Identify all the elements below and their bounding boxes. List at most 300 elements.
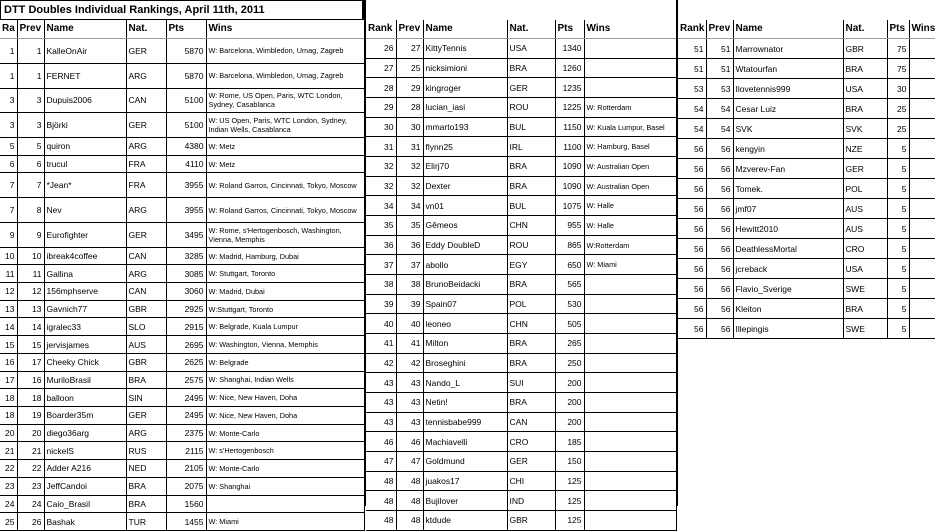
cell-pts: 30 <box>887 79 909 99</box>
cell-prev: 10 <box>17 247 44 265</box>
cell-wins: W: Halle <box>584 196 676 216</box>
cell-wins <box>909 119 935 139</box>
table-row <box>0 353 364 371</box>
cell-wins: W:Stuttgart, Toronto <box>206 300 364 318</box>
cell-pts: 25 <box>887 99 909 119</box>
cell-pts: 5 <box>887 239 909 259</box>
cell-prev: 7 <box>17 173 44 198</box>
cell-pts: 125 <box>555 471 584 491</box>
table-row <box>0 138 364 156</box>
cell-nat: SIN <box>126 389 166 407</box>
cell-prev: 37 <box>396 255 423 275</box>
rankings-table-2 <box>366 20 677 531</box>
table-row <box>366 39 676 59</box>
cell-name: igralec33 <box>44 318 126 336</box>
cell-pts: 1560 <box>166 495 206 513</box>
cell-wins: W: Hamburg, Basel <box>584 137 676 157</box>
cell-name: Cesar Luiz <box>733 99 843 119</box>
cell-wins <box>584 58 676 78</box>
cell-rank: 56 <box>678 139 706 159</box>
cell-rank: 7 <box>0 198 17 223</box>
cell-name: Elirj70 <box>423 157 507 177</box>
cell-pts: 2625 <box>166 353 206 371</box>
cell-prev: 56 <box>706 139 733 159</box>
cell-pts: 2495 <box>166 406 206 424</box>
cell-prev: 31 <box>396 137 423 157</box>
cell-wins: W: Shanghai, Indian Wells <box>206 371 364 389</box>
column-header-wins: Wins <box>584 20 676 39</box>
cell-pts: 25 <box>887 119 909 139</box>
cell-name: KittyTennis <box>423 39 507 59</box>
cell-prev: 26 <box>17 513 44 531</box>
cell-name: 156mphserve <box>44 283 126 301</box>
cell-nat: GER <box>126 222 166 247</box>
cell-pts: 5 <box>887 139 909 159</box>
table-row <box>678 179 935 199</box>
cell-rank: 38 <box>366 275 396 295</box>
cell-wins <box>909 139 935 159</box>
cell-name: Dexter <box>423 176 507 196</box>
cell-prev: 51 <box>706 39 733 59</box>
cell-rank: 9 <box>0 222 17 247</box>
cell-pts: 200 <box>555 393 584 413</box>
cell-name: diego36arg <box>44 424 126 442</box>
table-row <box>0 265 364 283</box>
cell-pts: 5 <box>887 259 909 279</box>
cell-rank: 48 <box>366 471 396 491</box>
table-row <box>0 389 364 407</box>
table-row <box>366 334 676 354</box>
cell-rank: 39 <box>366 294 396 314</box>
cell-pts: 5100 <box>166 88 206 113</box>
table-row <box>366 235 676 255</box>
cell-nat: BRA <box>843 299 887 319</box>
cell-rank: 34 <box>366 196 396 216</box>
cell-pts: 3285 <box>166 247 206 265</box>
cell-name: Hewitt2010 <box>733 219 843 239</box>
cell-pts: 200 <box>555 373 584 393</box>
cell-rank: 29 <box>366 98 396 118</box>
table-row <box>678 139 935 159</box>
cell-name: leoneo <box>423 314 507 334</box>
cell-prev: 3 <box>17 88 44 113</box>
cell-prev: 41 <box>396 334 423 354</box>
table-row <box>366 432 676 452</box>
cell-wins: W: Metz <box>206 155 364 173</box>
cell-pts: 2695 <box>166 336 206 354</box>
column-header-name: Name <box>733 20 843 39</box>
table-row <box>678 99 935 119</box>
cell-wins <box>584 334 676 354</box>
cell-nat: CRO <box>507 432 555 452</box>
cell-wins <box>909 79 935 99</box>
table-row <box>678 259 935 279</box>
cell-wins <box>909 159 935 179</box>
cell-pts: 2115 <box>166 442 206 460</box>
cell-prev: 56 <box>706 319 733 339</box>
cell-nat: POL <box>507 294 555 314</box>
cell-pts: 565 <box>555 275 584 295</box>
table-row <box>366 137 676 157</box>
cell-wins <box>584 39 676 59</box>
cell-rank: 18 <box>0 406 17 424</box>
cell-pts: 1225 <box>555 98 584 118</box>
cell-rank: 12 <box>0 283 17 301</box>
table-row <box>366 275 676 295</box>
table-row <box>0 39 364 64</box>
cell-name: Eddy DoubleD <box>423 235 507 255</box>
header-row <box>678 20 935 39</box>
table-row <box>366 98 676 118</box>
cell-rank: 51 <box>678 39 706 59</box>
cell-wins <box>584 373 676 393</box>
cell-pts: 5 <box>887 319 909 339</box>
cell-nat: GBR <box>843 39 887 59</box>
cell-wins: W: Rome, US Open, Paris, WTC London, Sydney, Casablanca <box>206 88 364 113</box>
cell-nat: FRA <box>126 155 166 173</box>
cell-prev: 29 <box>396 78 423 98</box>
cell-pts: 3495 <box>166 222 206 247</box>
cell-prev: 40 <box>396 314 423 334</box>
cell-name: Marrownator <box>733 39 843 59</box>
cell-name: Goldmund <box>423 452 507 472</box>
cell-rank: 30 <box>366 117 396 137</box>
cell-rank: 42 <box>366 353 396 373</box>
cell-name: flynn25 <box>423 137 507 157</box>
cell-nat: IRL <box>507 137 555 157</box>
table-row <box>0 113 364 138</box>
cell-prev: 24 <box>17 495 44 513</box>
cell-nat: AUS <box>126 336 166 354</box>
cell-rank: 51 <box>678 59 706 79</box>
cell-wins: W: Australian Open <box>584 157 676 177</box>
cell-pts: 1340 <box>555 39 584 59</box>
table-row <box>366 471 676 491</box>
cell-pts: 1075 <box>555 196 584 216</box>
cell-pts: 1090 <box>555 176 584 196</box>
cell-wins: W: Miami <box>206 513 364 531</box>
cell-name: ktdude <box>423 511 507 531</box>
cell-pts: 185 <box>555 432 584 452</box>
cell-prev: 21 <box>17 442 44 460</box>
cell-name: trucul <box>44 155 126 173</box>
cell-wins: W: Washington, Vienna, Memphis <box>206 336 364 354</box>
cell-pts: 505 <box>555 314 584 334</box>
cell-nat: GER <box>126 406 166 424</box>
cell-rank: 56 <box>678 259 706 279</box>
cell-pts: 5 <box>887 179 909 199</box>
cell-name: mmarto193 <box>423 117 507 137</box>
cell-nat: CRO <box>843 239 887 259</box>
cell-wins: W: Nice, New Haven, Doha <box>206 389 364 407</box>
cell-prev: 56 <box>706 199 733 219</box>
cell-rank: 3 <box>0 88 17 113</box>
cell-prev: 8 <box>17 198 44 223</box>
cell-name: kingroger <box>423 78 507 98</box>
table-row <box>0 63 364 88</box>
cell-nat: ARG <box>126 424 166 442</box>
cell-pts: 200 <box>555 412 584 432</box>
cell-rank: 23 <box>0 477 17 495</box>
cell-nat: BRA <box>507 393 555 413</box>
cell-prev: 43 <box>396 373 423 393</box>
cell-nat: ARG <box>126 138 166 156</box>
table-row <box>678 119 935 139</box>
cell-prev: 12 <box>17 283 44 301</box>
cell-name: Ilovetennis999 <box>733 79 843 99</box>
table-row <box>366 255 676 275</box>
cell-name: Adder A216 <box>44 460 126 478</box>
cell-nat: ROU <box>507 235 555 255</box>
cell-rank: 47 <box>366 452 396 472</box>
cell-nat: BRA <box>126 477 166 495</box>
cell-pts: 3955 <box>166 173 206 198</box>
cell-prev: 5 <box>17 138 44 156</box>
cell-wins <box>909 39 935 59</box>
cell-rank: 54 <box>678 99 706 119</box>
cell-rank: 11 <box>0 265 17 283</box>
cell-wins <box>909 199 935 219</box>
column-header-pts: Pts <box>887 20 909 39</box>
cell-prev: 43 <box>396 393 423 413</box>
cell-prev: 46 <box>396 432 423 452</box>
cell-rank: 56 <box>678 299 706 319</box>
cell-nat: ARG <box>126 265 166 283</box>
cell-wins: W: Nice, New Haven, Doha <box>206 406 364 424</box>
sheet-title: DTT Doubles Individual Rankings, April 11th, 2011 <box>0 0 364 20</box>
cell-wins <box>584 393 676 413</box>
cell-rank: 53 <box>678 79 706 99</box>
cell-wins <box>584 275 676 295</box>
table-row <box>0 173 364 198</box>
cell-pts: 5100 <box>166 113 206 138</box>
cell-pts: 1260 <box>555 58 584 78</box>
cell-pts: 5 <box>887 159 909 179</box>
cell-prev: 53 <box>706 79 733 99</box>
rankings-block-3 <box>676 0 935 506</box>
cell-prev: 39 <box>396 294 423 314</box>
header-row <box>0 20 364 39</box>
cell-wins: W: US Open, Paris, WTC London, Sydney, Indian Wells, Casablanca <box>206 113 364 138</box>
cell-wins: W: Rotterdam <box>584 98 676 118</box>
cell-name: BrunoBeidacki <box>423 275 507 295</box>
cell-wins: W: Kuala Lumpur, Basel <box>584 117 676 137</box>
column-header-name: Name <box>44 20 126 39</box>
cell-rank: 3 <box>0 113 17 138</box>
cell-rank: 1 <box>0 39 17 64</box>
cell-rank: 13 <box>0 300 17 318</box>
cell-rank: 7 <box>0 173 17 198</box>
table-row <box>678 159 935 179</box>
table-row <box>0 424 364 442</box>
cell-rank: 36 <box>366 235 396 255</box>
cell-rank: 43 <box>366 412 396 432</box>
cell-nat: BRA <box>507 275 555 295</box>
rankings-table-1 <box>0 20 365 531</box>
cell-rank: 37 <box>366 255 396 275</box>
cell-prev: 30 <box>396 117 423 137</box>
cell-pts: 75 <box>887 39 909 59</box>
table-row <box>0 247 364 265</box>
cell-nat: ROU <box>507 98 555 118</box>
cell-nat: CAN <box>126 247 166 265</box>
cell-rank: 46 <box>366 432 396 452</box>
cell-pts: 5 <box>887 279 909 299</box>
cell-nat: GBR <box>507 511 555 531</box>
table-row <box>678 239 935 259</box>
cell-rank: 18 <box>0 389 17 407</box>
cell-prev: 43 <box>396 412 423 432</box>
cell-name: jervisjames <box>44 336 126 354</box>
cell-nat: CHI <box>507 471 555 491</box>
cell-nat: SLO <box>126 318 166 336</box>
cell-nat: BRA <box>507 334 555 354</box>
cell-wins <box>584 294 676 314</box>
column-header-wins: Wins <box>206 20 364 39</box>
cell-pts: 250 <box>555 353 584 373</box>
cell-prev: 20 <box>17 424 44 442</box>
cell-wins <box>909 179 935 199</box>
cell-nat: BRA <box>507 157 555 177</box>
column-header-prev: Prev <box>396 20 423 39</box>
cell-name: Caio_Brasil <box>44 495 126 513</box>
cell-wins <box>909 99 935 119</box>
cell-wins: W: Halle <box>584 216 676 236</box>
cell-pts: 1100 <box>555 137 584 157</box>
cell-nat: USA <box>507 39 555 59</box>
rankings-block-2 <box>364 0 676 526</box>
cell-rank: 48 <box>366 511 396 531</box>
cell-wins: W: Monte-Carlo <box>206 460 364 478</box>
cell-nat: IND <box>507 491 555 511</box>
cell-rank: 48 <box>366 491 396 511</box>
cell-name: Kleiton <box>733 299 843 319</box>
column-header-nat: Nat. <box>843 20 887 39</box>
table-row <box>678 39 935 59</box>
cell-rank: 56 <box>678 279 706 299</box>
cell-pts: 5870 <box>166 39 206 64</box>
cell-prev: 1 <box>17 39 44 64</box>
cell-rank: 22 <box>0 460 17 478</box>
cell-wins: W: Monte-Carlo <box>206 424 364 442</box>
cell-rank: 43 <box>366 393 396 413</box>
cell-pts: 1090 <box>555 157 584 177</box>
cell-wins: W:Rotterdam <box>584 235 676 255</box>
cell-rank: 15 <box>0 336 17 354</box>
cell-pts: 3060 <box>166 283 206 301</box>
cell-name: ibreak4coffee <box>44 247 126 265</box>
cell-name: jmf07 <box>733 199 843 219</box>
cell-prev: 23 <box>17 477 44 495</box>
cell-nat: EGY <box>507 255 555 275</box>
cell-nat: GER <box>843 159 887 179</box>
cell-nat: SVK <box>843 119 887 139</box>
cell-rank: 17 <box>0 371 17 389</box>
cell-nat: FRA <box>126 173 166 198</box>
cell-prev: 36 <box>396 235 423 255</box>
cell-nat: CAN <box>507 412 555 432</box>
table-row <box>366 452 676 472</box>
cell-name: Flavio_Sverige <box>733 279 843 299</box>
cell-prev: 48 <box>396 491 423 511</box>
cell-nat: RUS <box>126 442 166 460</box>
cell-pts: 265 <box>555 334 584 354</box>
table-row <box>0 300 364 318</box>
cell-pts: 2495 <box>166 389 206 407</box>
cell-wins <box>584 452 676 472</box>
column-header-name: Name <box>423 20 507 39</box>
cell-prev: 56 <box>706 219 733 239</box>
cell-pts: 1235 <box>555 78 584 98</box>
column-header-rank: Ra <box>0 20 17 39</box>
cell-pts: 1150 <box>555 117 584 137</box>
cell-nat: GER <box>126 113 166 138</box>
cell-pts: 75 <box>887 59 909 79</box>
table-row <box>366 491 676 511</box>
cell-wins: W: Australian Open <box>584 176 676 196</box>
cell-prev: 11 <box>17 265 44 283</box>
cell-name: vn01 <box>423 196 507 216</box>
cell-nat: AUS <box>843 199 887 219</box>
cell-nat: BUL <box>507 117 555 137</box>
cell-prev: 28 <box>396 98 423 118</box>
cell-prev: 56 <box>706 179 733 199</box>
cell-pts: 650 <box>555 255 584 275</box>
cell-nat: GBR <box>126 300 166 318</box>
cell-rank: 31 <box>366 137 396 157</box>
cell-pts: 2915 <box>166 318 206 336</box>
table-row <box>0 460 364 478</box>
table-row <box>678 199 935 219</box>
cell-nat: POL <box>843 179 887 199</box>
cell-name: Cheeky Chick <box>44 353 126 371</box>
cell-nat: ARG <box>126 63 166 88</box>
cell-name: balloon <box>44 389 126 407</box>
cell-pts: 5 <box>887 199 909 219</box>
table-row <box>366 196 676 216</box>
cell-rank: 5 <box>0 138 17 156</box>
cell-name: Gêmeos <box>423 216 507 236</box>
cell-name: Nev <box>44 198 126 223</box>
table-row <box>366 412 676 432</box>
cell-name: Wtatourfan <box>733 59 843 79</box>
cell-prev: 48 <box>396 471 423 491</box>
cell-nat: NZE <box>843 139 887 159</box>
table-row <box>678 219 935 239</box>
cell-prev: 9 <box>17 222 44 247</box>
cell-prev: 17 <box>17 353 44 371</box>
cell-rank: 1 <box>0 63 17 88</box>
cell-nat: AUS <box>843 219 887 239</box>
cell-pts: 2075 <box>166 477 206 495</box>
table-row <box>366 373 676 393</box>
cell-rank: 56 <box>678 179 706 199</box>
cell-prev: 56 <box>706 259 733 279</box>
cell-pts: 2375 <box>166 424 206 442</box>
cell-prev: 54 <box>706 99 733 119</box>
cell-name: Broseghini <box>423 353 507 373</box>
cell-name: Eurofighter <box>44 222 126 247</box>
cell-nat: TUR <box>126 513 166 531</box>
cell-pts: 4110 <box>166 155 206 173</box>
cell-nat: BUL <box>507 196 555 216</box>
cell-name: FERNET <box>44 63 126 88</box>
cell-wins <box>584 471 676 491</box>
cell-name: tennisbabe999 <box>423 412 507 432</box>
cell-pts: 2925 <box>166 300 206 318</box>
cell-prev: 47 <box>396 452 423 472</box>
cell-name: Mzverev-Fan <box>733 159 843 179</box>
